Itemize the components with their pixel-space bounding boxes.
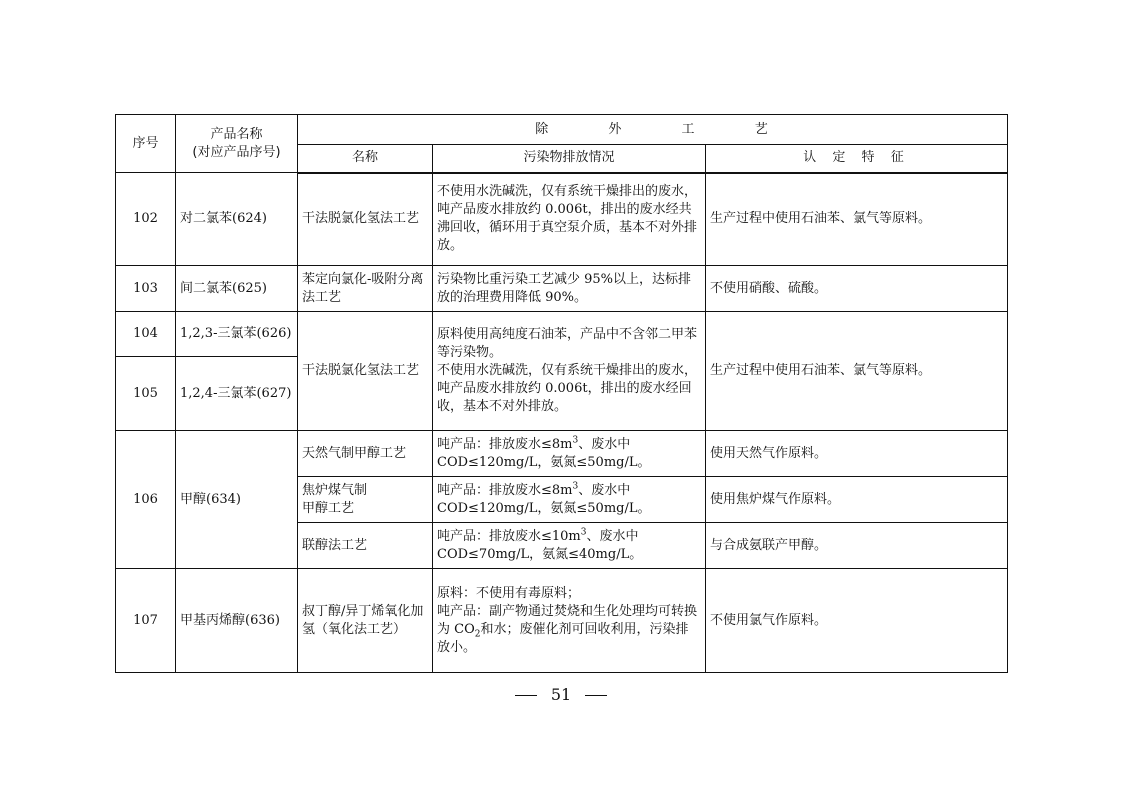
product-cell: 对二氯苯(624)	[176, 173, 298, 266]
features-cell: 生产过程中使用石油苯、氯气等原料。	[706, 173, 1008, 266]
process-cell: 干法脱氯化氢法工艺	[298, 312, 433, 431]
superscript: 3	[572, 481, 579, 492]
pollution-text: 和水；废催化剂可回收利用，污染排放小。	[437, 621, 689, 655]
pollution-line: 原料使用高纯度石油苯，产品中不含邻二甲苯等污染物。	[437, 327, 698, 360]
pollution-text: 、废水中	[578, 436, 631, 452]
table-row	[116, 431, 1008, 477]
page-number-footer	[0, 684, 1122, 706]
header-name: 名称	[298, 145, 433, 173]
seq-cell: 103	[116, 266, 176, 312]
pollution-line: COD≤120mg/L，氨氮≤50mg/L。	[437, 500, 651, 516]
header-row-1	[116, 115, 1008, 145]
process-cell: 天然气制甲醇工艺	[298, 431, 433, 477]
table-row	[116, 312, 1008, 357]
header-product-name: 产品名称	[210, 126, 263, 142]
pollution-line: COD≤120mg/L，氨氮≤50mg/L。	[437, 454, 651, 470]
pollution-line	[437, 603, 701, 657]
pollution-line	[437, 436, 701, 454]
pollution-text: 吨产品：排放废水≤8m	[437, 436, 573, 452]
pollution-cell: 不使用水洗碱洗，仅有系统干燥排出的废水，吨产品废水排放约 0.006t，排出的废水经共沸回收，循环用于真空泵介质，基本不对外排放。	[433, 173, 706, 266]
process-cell: 苯定向氯化-吸附分离法工艺	[298, 266, 433, 312]
pollution-cell	[433, 477, 706, 523]
header-group: 除 外 工 艺	[298, 115, 1008, 145]
header-product-ref: (对应产品序号)	[192, 144, 281, 160]
pollution-text: 吨产品：排放废水≤10m	[437, 528, 581, 544]
pollution-cell	[433, 431, 706, 477]
header-product	[176, 115, 298, 173]
process-exclusion-table	[115, 114, 1008, 673]
seq-cell: 105	[116, 357, 176, 431]
process-cell: 叔丁醇/异丁烯氧化加氢（氧化法工艺）	[298, 569, 433, 673]
process-line: 甲醇工艺	[302, 500, 355, 516]
features-cell: 不使用氯气作原料。	[706, 569, 1008, 673]
right-dash	[585, 695, 607, 696]
left-dash	[515, 695, 537, 696]
pollution-cell	[433, 523, 706, 569]
pollution-line: COD≤70mg/L，氨氮≤40mg/L。	[437, 546, 643, 562]
header-features: 认 定 特 征	[706, 145, 1008, 173]
process-cell	[298, 477, 433, 523]
seq-cell: 102	[116, 173, 176, 266]
pollution-line	[437, 482, 701, 500]
process-cell: 干法脱氯化氢法工艺	[298, 173, 433, 266]
product-cell: 间二氯苯(625)	[176, 266, 298, 312]
product-cell: 1,2,4-三氯苯(627)	[176, 357, 298, 431]
pollution-line: 原料：不使用有毒原料；	[437, 585, 581, 601]
pollution-text: 、废水中	[586, 528, 639, 544]
superscript: 3	[580, 527, 587, 538]
pollution-text: 吨产品：副产物通过焚烧和生化处理均可转换为 CO	[437, 603, 698, 637]
pollution-line: 不使用水洗碱洗，仅有系统干燥排出的废水，吨产品废水排放约 0.006t，排出的废水经回收，基本不对外排放。	[437, 363, 698, 414]
pollution-line	[437, 528, 701, 546]
features-cell: 使用焦炉煤气作原料。	[706, 477, 1008, 523]
pollution-cell	[433, 569, 706, 673]
table-row	[116, 173, 1008, 266]
superscript: 3	[572, 435, 579, 446]
subscript: 2	[474, 629, 481, 640]
process-cell: 联醇法工艺	[298, 523, 433, 569]
seq-cell: 106	[116, 431, 176, 569]
features-cell: 不使用硝酸、硫酸。	[706, 266, 1008, 312]
table-row	[116, 266, 1008, 312]
pollution-cell: 污染物比重污染工艺减少 95%以上，达标排放的治理费用降低 90%。	[433, 266, 706, 312]
product-cell: 1,2,3-三氯苯(626)	[176, 312, 298, 357]
pollution-text: 、废水中	[578, 482, 631, 498]
process-line: 焦炉煤气制	[302, 482, 368, 498]
features-cell: 使用天然气作原料。	[706, 431, 1008, 477]
seq-cell: 107	[116, 569, 176, 673]
pollution-text: 吨产品：排放废水≤8m	[437, 482, 573, 498]
seq-cell: 104	[116, 312, 176, 357]
header-pollution: 污染物排放情况	[433, 145, 706, 173]
features-cell: 生产过程中使用石油苯、氯气等原料。	[706, 312, 1008, 431]
product-cell: 甲醇(634)	[176, 431, 298, 569]
product-cell: 甲基丙烯醇(636)	[176, 569, 298, 673]
table-row	[116, 569, 1008, 673]
page-number: 51	[550, 685, 572, 704]
features-cell: 与合成氨联产甲醇。	[706, 523, 1008, 569]
pollution-cell	[433, 312, 706, 431]
header-seq: 序号	[116, 115, 176, 173]
